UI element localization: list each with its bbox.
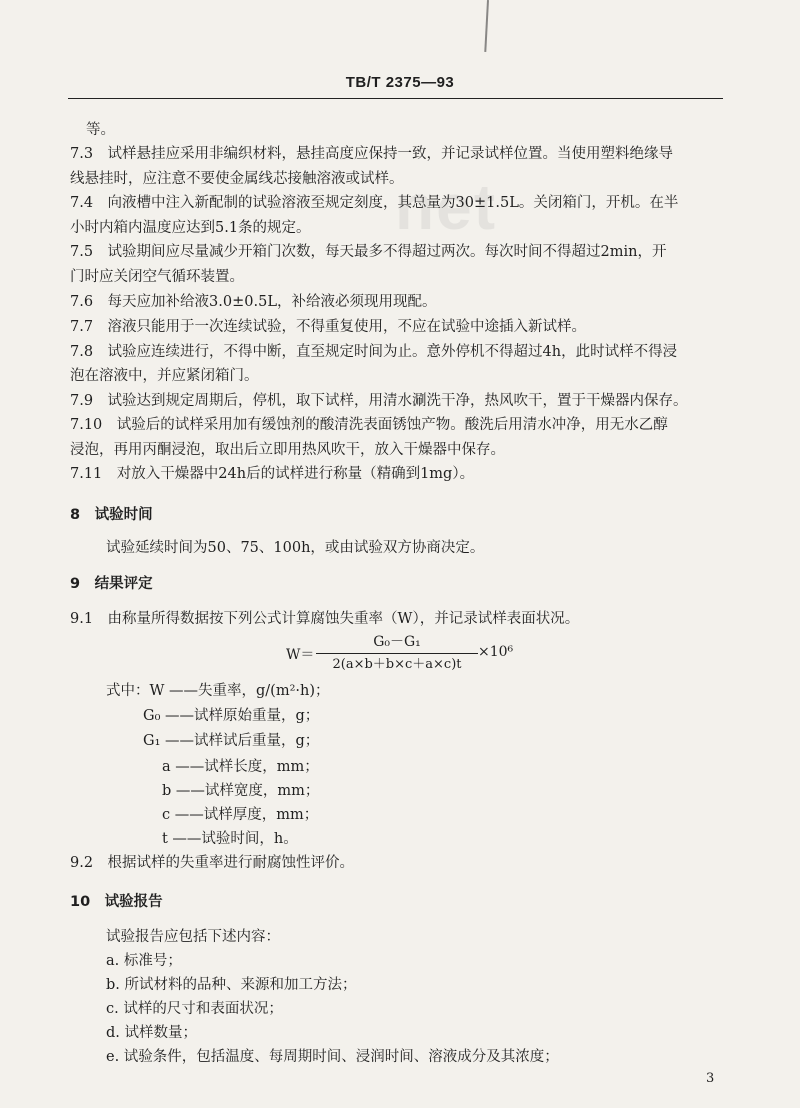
definition-b: b ——试样宽度，mm； — [162, 783, 320, 799]
definition-a: a ——试样长度，mm； — [162, 759, 319, 775]
formula-denominator: 2(a×b＋b×c＋a×c)t — [332, 657, 462, 672]
definition-g0: G₀ ——试样原始重量，g； — [143, 708, 320, 724]
list-item-c: c. 试样的尺寸和表面状况； — [106, 1001, 283, 1017]
text-line: 试验延续时间为50、75、100h，或由试验双方协商决定。 — [106, 540, 485, 556]
formula-fraction — [316, 632, 478, 675]
text-line: 门时应关闭空气循环装置。 — [70, 269, 244, 285]
watermark: net — [395, 171, 497, 243]
clause-7-7: 7.7 溶液只能用于一次连续试验，不得重复使用，不应在试验中途插入新试样。 — [70, 319, 587, 335]
definition-w: 式中：W ——失重率，g/(m²·h)； — [106, 683, 330, 699]
header-rule — [68, 98, 723, 99]
page-number: 3 — [706, 1071, 715, 1086]
formula-rhs: ×10⁶ — [478, 644, 514, 660]
text-line: 浸泡，再用丙酮浸泡，取出后立即用热风吹干，放入干燥器中保存。 — [70, 442, 505, 458]
clause-7-11: 7.11 对放入干燥器中24h后的试样进行称量（精确到1mg）。 — [70, 466, 475, 482]
page-header: TB/T 2375—93 — [345, 74, 455, 91]
clause-7-5: 7.5 试验期间应尽量减少开箱门次数，每天最多不得超过两次。每次时间不得超过2min，开 — [70, 244, 667, 260]
clause-9-2: 9.2 根据试样的失重率进行耐腐蚀性评价。 — [70, 855, 355, 871]
scan-mark — [484, 0, 489, 52]
list-item-e: e. 试验条件，包括温度、每周期时间、浸润时间、溶液成分及其浓度； — [106, 1049, 559, 1065]
definition-g1: G₁ ——试样试后重量，g； — [143, 733, 320, 749]
list-item-d: d. 试样数量； — [106, 1025, 197, 1041]
formula-numerator: G₀－G₁ — [373, 634, 421, 650]
definition-c: c ——试样厚度，mm； — [162, 807, 319, 823]
clause-7-9: 7.9 试验达到规定周期后，停机，取下试样，用清水涮洗干净，热风吹干，置于干燥器内保存。 — [70, 393, 688, 409]
weight-loss-formula — [286, 632, 546, 676]
clause-7-10: 7.10 试验后的试样采用加有缓蚀剂的酸清洗表面锈蚀产物。酸洗后用清水冲净，用无水乙醇 — [70, 417, 668, 433]
clause-7-4: 7.4 向液槽中注入新配制的试验溶液至规定刻度，其总量为30±1.5L。关闭箱门，开机。在半 — [70, 195, 679, 211]
text-line: 泡在溶液中，并应紧闭箱门。 — [70, 368, 259, 384]
text-line: 小时内箱内温度应达到5.1条的规定。 — [70, 220, 311, 236]
list-item-b: b. 所试材料的品种、来源和加工方法； — [106, 977, 357, 993]
text-line: 试验报告应包括下述内容： — [106, 929, 280, 945]
section-9-title: 9 结果评定 — [70, 576, 153, 592]
list-item-a: a. 标准号； — [106, 953, 182, 969]
clause-7-6: 7.6 每天应加补给液3.0±0.5L，补给液必须现用现配。 — [70, 294, 437, 310]
text-line: 等。 — [86, 122, 115, 138]
formula-lhs: W＝ — [286, 647, 315, 663]
section-10-title: 10 试验报告 — [70, 894, 163, 910]
definition-t: t ——试验时间，h。 — [162, 831, 298, 847]
fraction-bar — [316, 653, 478, 654]
clause-7-3: 7.3 试样悬挂应采用非编织材料，悬挂高度应保持一致，并记录试样位置。当使用塑料绝缘导 — [70, 146, 674, 162]
section-8-title: 8 试验时间 — [70, 507, 153, 523]
clause-9-1: 9.1 由称量所得数据按下列公式计算腐蚀失重率（W），并记录试样表面状况。 — [70, 611, 580, 627]
text-line: 线悬挂时，应注意不要使金属线芯接触溶液或试样。 — [70, 171, 404, 187]
clause-7-8: 7.8 试验应连续进行，不得中断，直至规定时间为止。意外停机不得超过4h，此时试样不得浸 — [70, 344, 678, 360]
